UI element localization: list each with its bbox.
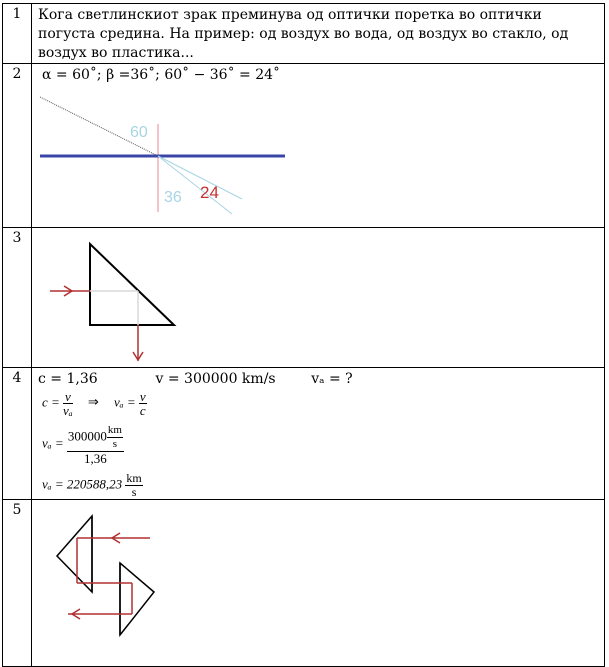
periscope-diagram xyxy=(32,500,592,667)
row-number: 5 xyxy=(3,500,32,667)
prism-triangle xyxy=(90,244,174,325)
angle-36-label: 36 xyxy=(164,189,182,206)
angle-24-label: 24 xyxy=(200,183,219,202)
row-3 xyxy=(3,228,605,368)
lower-prism xyxy=(120,563,154,635)
row-number: 3 xyxy=(3,228,32,368)
answers-table xyxy=(2,3,605,667)
row-1 xyxy=(3,4,605,64)
prism-diagram xyxy=(32,228,592,368)
answer-text: Кога светлинскиот зрак преминува од оптички поретка во оптички погуста средина. На пример: од воздух во вода, од воздух во стакло, од воздух во пластика... xyxy=(38,7,569,61)
upper-prism xyxy=(57,516,92,592)
row-2 xyxy=(3,64,605,228)
formula-c: c = $\frac{v}{\text{vₐ}}$ ⇒ vₐ = $\frac{v}{c}$ xyxy=(42,389,146,418)
row-number: 2 xyxy=(3,64,32,228)
angle-60-label: 60 xyxy=(130,124,148,141)
row-content xyxy=(32,4,605,64)
refraction-diagram xyxy=(32,64,592,228)
row-content xyxy=(32,228,605,368)
formula-result: vₐ = 220588,23 $\frac{km}{s}$ xyxy=(42,471,142,499)
row-number: 1 xyxy=(3,4,32,64)
implies-icon: ⇒ xyxy=(87,394,99,410)
row-5 xyxy=(3,500,605,667)
row-content xyxy=(32,500,605,667)
row-content xyxy=(32,64,605,228)
row-number: 4 xyxy=(3,368,32,500)
formula-substitution: vₐ = 300000 $\frac{km}{s}$ 1,36 xyxy=(42,424,122,466)
given-values: c = 1,36 v = 300000 km/s vₐ = ? xyxy=(38,371,353,387)
angles-equation: α = 60˚; β =36˚; 60˚ − 36˚ = 24˚ xyxy=(42,67,281,83)
row-4 xyxy=(3,368,605,500)
row-content xyxy=(32,368,605,500)
